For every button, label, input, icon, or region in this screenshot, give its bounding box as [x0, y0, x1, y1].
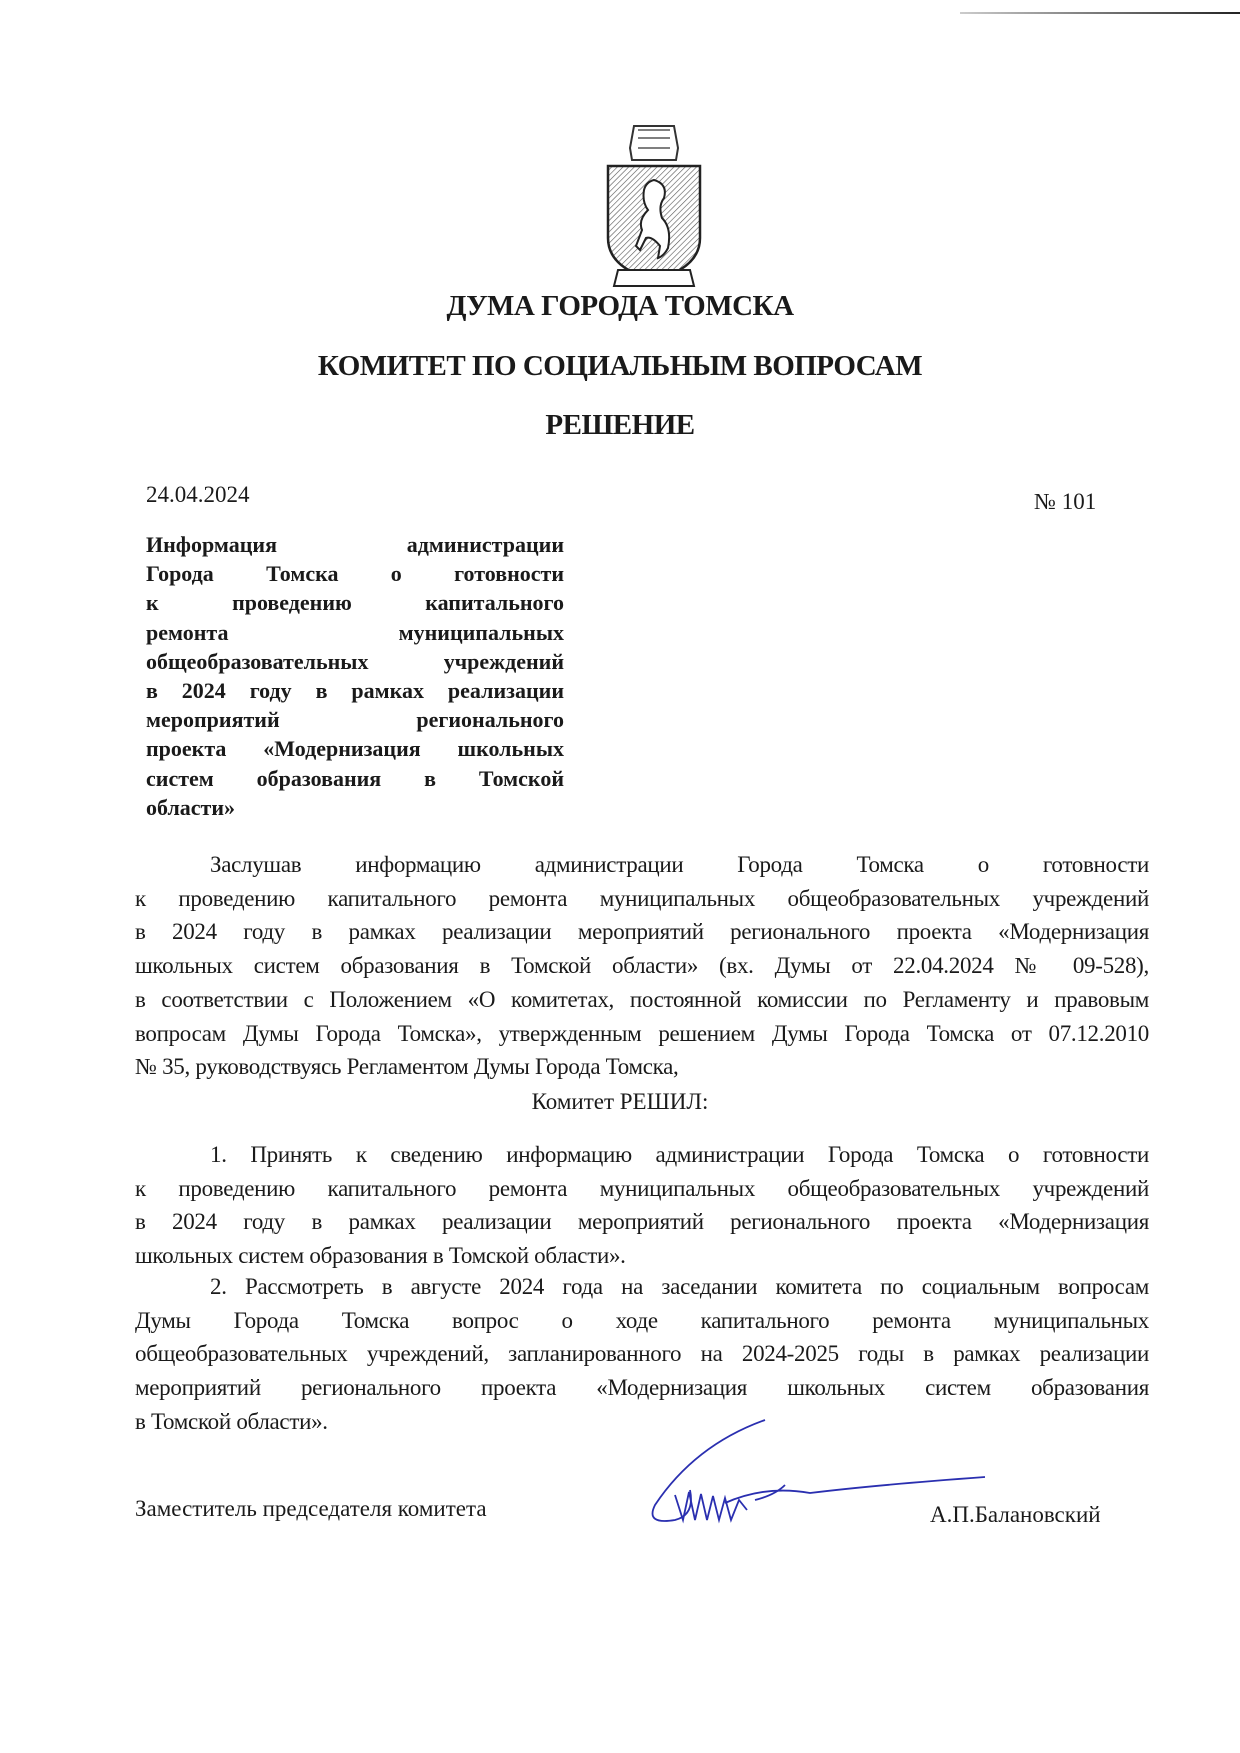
text-line: проекта «Модернизация школьных	[146, 736, 564, 762]
text-line: в Томской области».	[135, 1408, 328, 1434]
text-line: мероприятий регионального проекта «Модернизация школьных систем образования	[135, 1375, 1149, 1401]
document-type: РЕШЕНИЕ	[545, 409, 695, 441]
text-line: в 2024 году в рамках реализации мероприятий регионального проекта «Модернизация	[135, 919, 1149, 945]
text-line: школьных систем образования в Томской области» (вх. Думы от 22.04.2024 № 09-528),	[135, 953, 1149, 979]
text-line: школьных систем образования в Томской области».	[135, 1243, 626, 1269]
committee-title: КОМИТЕТ ПО СОЦИАЛЬНЫМ ВОПРОСАМ	[317, 350, 923, 382]
text-line: Города Томска о готовности	[146, 561, 564, 587]
text-line: Думы Города Томска вопрос о ходе капитального ремонта муниципальных	[135, 1307, 1149, 1333]
text-line: 2. Рассмотреть в августе 2024 года на заседании комитета по социальным вопросам	[210, 1274, 1149, 1299]
resolution-heading: Комитет РЕШИЛ:	[531, 1089, 709, 1114]
decision-date: 24.04.2024	[146, 482, 250, 507]
signatory-position: Заместитель председателя комитета	[135, 1496, 487, 1521]
scan-artifact-line	[960, 12, 1240, 14]
signatory-name: А.П.Балановский	[930, 1502, 1101, 1527]
text-line: в 2024 году в рамках реализации мероприятий регионального проекта «Модернизация	[135, 1209, 1149, 1235]
text-line: мероприятий регионального	[146, 707, 564, 733]
decision-number: № 101	[1034, 489, 1097, 514]
text-line: общеобразовательных учреждений	[146, 648, 564, 674]
text-line: области»	[146, 794, 236, 820]
text-line: к проведению капитального ремонта муниципальных общеобразовательных учреждений	[135, 885, 1149, 911]
text-line: 1. Принять к сведению информацию администрации Города Томска о готовности	[210, 1142, 1149, 1167]
text-line: вопросам Думы Города Томска», утвержденным решением Думы Города Томска от 07.12.2010	[135, 1020, 1149, 1046]
organization-title: ДУМА ГОРОДА ТОМСКА	[446, 290, 794, 322]
text-line: к проведению капитального	[146, 590, 564, 616]
text-line: к проведению капитального ремонта муниципальных общеобразовательных учреждений	[135, 1175, 1149, 1201]
text-line: в 2024 году в рамках реализации	[146, 678, 564, 703]
text-line: № 35, руководствуясь Регламентом Думы Города Томска,	[135, 1054, 679, 1080]
text-line: в соответствии с Положением «О комитетах, постоянной комиссии по Регламенту и правовым	[135, 986, 1149, 1012]
handwritten-signature	[635, 1415, 995, 1530]
text-line: Информация администрации	[146, 532, 564, 557]
text-line: Заслушав информацию администрации Города Томска о готовности	[210, 852, 1149, 877]
text-line: ремонта муниципальных	[146, 619, 564, 645]
coat-of-arms-emblem	[598, 118, 710, 290]
text-line: систем образования в Томской	[146, 765, 564, 791]
text-line: общеобразовательных учреждений, запланированного на 2024-2025 годы в рамках реализации	[135, 1341, 1149, 1367]
